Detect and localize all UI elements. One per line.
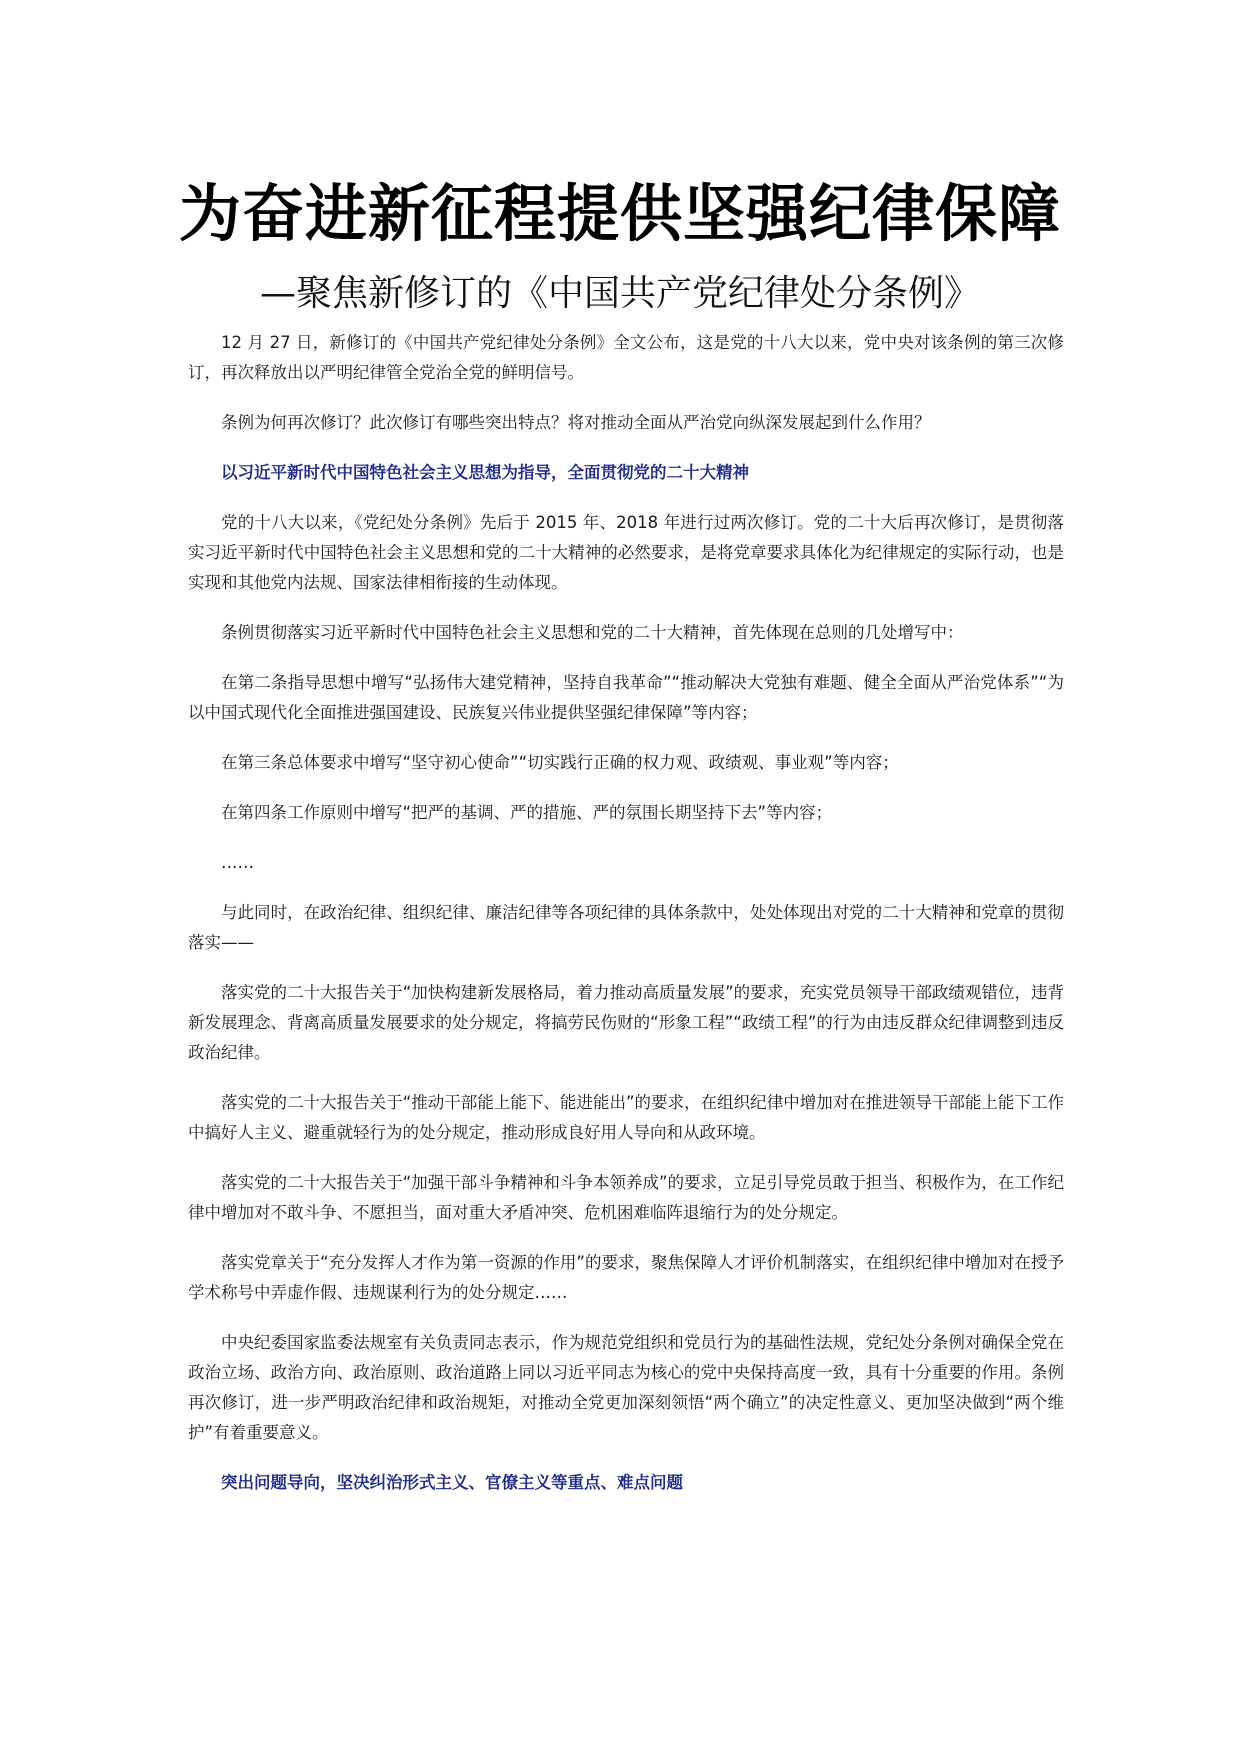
paragraph: 在第三条总体要求中增写“坚守初心使命”“切实践行正确的权力观、政绩观、事业观”等内容；	[221, 753, 899, 772]
paragraph: 党的十八大以来，《党纪处分条例》先后于 2015 年、2018 年进行过两次修订。党的二十大后再次修订，是贯彻落实习近平新时代中国特色社会主义思想和党的二十大精神的必然要求，是将党章要求具体化为纪律规定的实际行动，也是实现和其他党内法规、国家法律相衔接的生动体现。	[188, 513, 1064, 592]
paragraph: 与此同时，在政治纪律、组织纪律、廉洁纪律等各项纪律的具体条款中，处处体现出对党的二十大精神和党章的贯彻落实——	[188, 903, 1064, 952]
paragraph: 落实党章关于“充分发挥人才作为第一资源的作用”的要求，聚焦保障人才评价机制落实，在组织纪律中增加对在授予学术称号中弄虚作假、违规谋利行为的处分规定……	[188, 1253, 1064, 1302]
article-subtitle: —聚焦新修订的《中国共产党纪律处分条例》	[259, 273, 980, 314]
ellipsis-paragraph: ……	[221, 853, 254, 872]
article-body	[188, 328, 1064, 1518]
paragraph: 落实党的二十大报告关于“加强干部斗争精神和斗争本领养成”的要求，立足引导党员敢于担当、积极作为，在工作纪律中增加对不敢斗争、不愿担当，面对重大矛盾冲突、危机困难临阵退缩行为的处分规定。	[188, 1173, 1064, 1222]
section-heading: 突出问题导向，坚决纠治形式主义、官僚主义等重点、难点问题	[221, 1473, 683, 1492]
paragraph: 中央纪委国家监委法规室有关负责同志表示，作为规范党组织和党员行为的基础性法规，党纪处分条例对确保全党在政治立场、政治方向、政治原则、政治道路上同以习近平同志为核心的党中央保持高度一致，具有十分重要的作用。条例再次修订，进一步严明政治纪律和政治规矩，对推动全党更加深刻领悟“两个确立”的决定性意义、更加坚决做到“两个维护”有着重要意义。	[188, 1333, 1064, 1442]
paragraph: 条例为何再次修订？此次修订有哪些突出特点？将对推动全面从严治党向纵深发展起到什么作用？	[221, 413, 931, 432]
section-heading: 以习近平新时代中国特色社会主义思想为指导，全面贯彻党的二十大精神	[221, 463, 749, 482]
article-title: 为奋进新征程提供坚强纪律保障	[178, 177, 1061, 250]
paragraph: 条例贯彻落实习近平新时代中国特色社会主义思想和党的二十大精神，首先体现在总则的几处增写中：	[221, 623, 964, 642]
paragraph: 在第四条工作原则中增写“把严的基调、严的措施、严的氛围长期坚持下去”等内容；	[221, 803, 833, 822]
paragraph: 12 月 27 日，新修订的《中国共产党纪律处分条例》全文公布，这是党的十八大以来，党中央对该条例的第三次修订，再次释放出以严明纪律管全党治全党的鲜明信号。	[188, 333, 1064, 382]
paragraph: 落实党的二十大报告关于“加快构建新发展格局，着力推动高质量发展”的要求，充实党员领导干部政绩观错位，违背新发展理念、背离高质量发展要求的处分规定，将搞劳民伤财的“形象工程”“政绩工程”的行为由违反群众纪律调整到违反政治纪律。	[188, 983, 1064, 1062]
paragraph: 落实党的二十大报告关于“推动干部能上能下、能进能出”的要求，在组织纪律中增加对在推进领导干部能上能下工作中搞好人主义、避重就轻行为的处分规定，推动形成良好用人导向和从政环境。	[188, 1093, 1064, 1142]
paragraph: 在第二条指导思想中增写“弘扬伟大建党精神，坚持自我革命”“推动解决大党独有难题、健全全面从严治党体系”“为以中国式现代化全面推进强国建设、民族复兴伟业提供坚强纪律保障”等内容；	[188, 673, 1064, 722]
